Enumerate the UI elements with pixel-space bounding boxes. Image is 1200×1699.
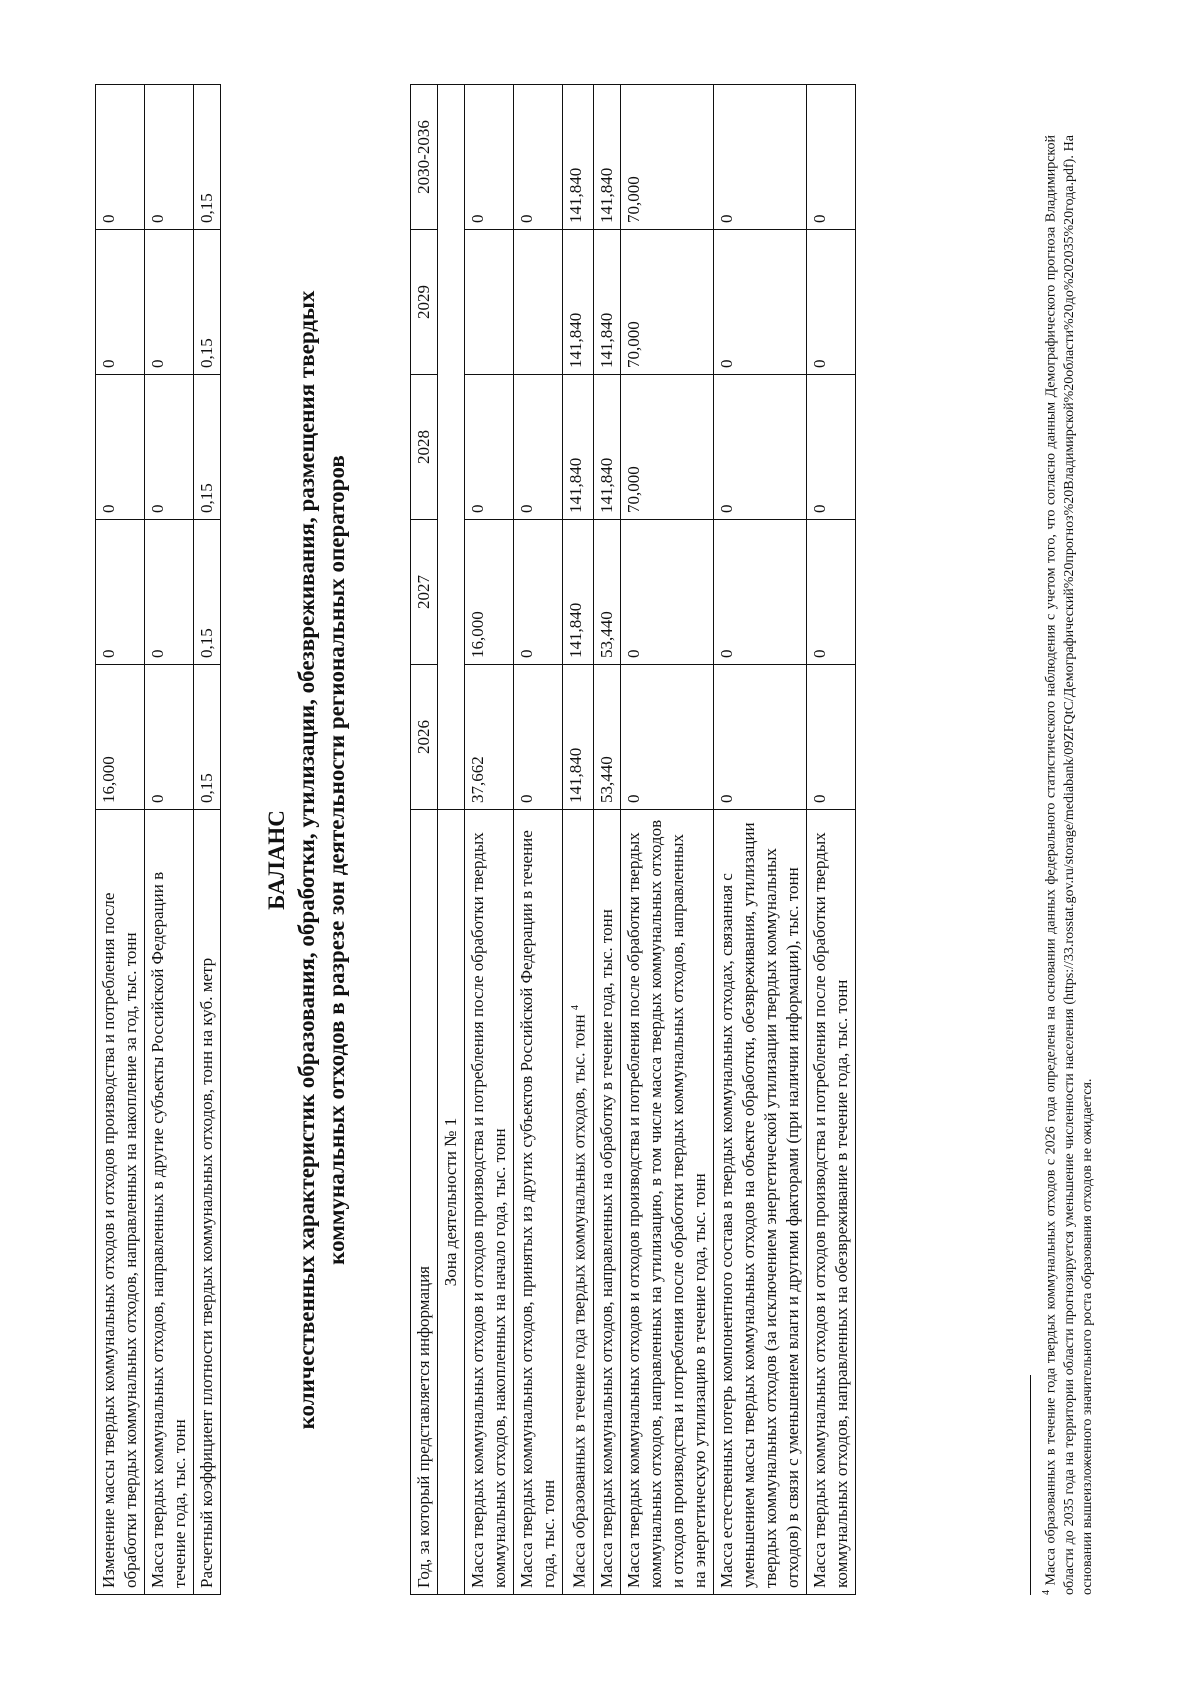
row-label <box>96 810 145 1595</box>
row-label <box>713 810 806 1595</box>
row-label-text: Масса образованных в течение года твердых коммунальных отходов, тыс. тонн <box>569 1014 589 1588</box>
value-cell: 0 <box>620 665 713 810</box>
row-label <box>620 810 713 1595</box>
page-title <box>262 80 352 1640</box>
value-cell: 0 <box>620 520 713 665</box>
row-label <box>806 810 855 1595</box>
balance-table-row <box>514 85 563 1595</box>
value-cell <box>465 230 514 375</box>
row-label-text: Масса твердых коммунальных отходов, направленных на обработку в течение года, тыс. тонн <box>596 909 616 1588</box>
balance-table-row <box>563 85 594 1595</box>
title-line-1: БАЛАНС <box>264 810 289 910</box>
row-label <box>563 810 594 1595</box>
footnote-divider <box>1030 1375 1031 1595</box>
value-cell: 141,840 <box>593 375 620 520</box>
value-cell: 141,840 <box>563 85 594 230</box>
value-cell: 141,840 <box>563 230 594 375</box>
footnote-marker: 4 <box>1041 1590 1052 1595</box>
balance-table-row <box>620 85 713 1595</box>
value-cell: 0,15 <box>194 665 221 810</box>
value-cell: 0 <box>145 85 194 230</box>
value-cell: 141,840 <box>563 375 594 520</box>
value-cell: 0 <box>806 230 855 375</box>
value-cell: 37,662 <box>465 665 514 810</box>
top-table-row <box>145 85 194 1595</box>
value-cell: 0 <box>806 665 855 810</box>
value-cell: 141,840 <box>563 520 594 665</box>
value-cell: 53,440 <box>593 665 620 810</box>
value-cell: 0 <box>145 230 194 375</box>
balance-table-row <box>465 85 514 1595</box>
row-label-text: Масса твердых коммунальных отходов, принятых из других субъектов Российской Федерации в течение года, тыс. тонн <box>517 830 558 1588</box>
zone-row <box>438 85 465 1595</box>
value-cell: 0,15 <box>194 230 221 375</box>
value-cell: 16,000 <box>465 520 514 665</box>
row-label <box>514 810 563 1595</box>
value-cell: 0 <box>465 375 514 520</box>
balance-table-row <box>593 85 620 1595</box>
row-label <box>145 810 194 1595</box>
value-cell: 0 <box>96 85 145 230</box>
value-cell: 70,000 <box>620 230 713 375</box>
value-cell: 0 <box>465 85 514 230</box>
value-cell: 0 <box>713 665 806 810</box>
balance-table <box>410 84 856 1595</box>
top-table-row <box>194 85 221 1595</box>
value-cell: 70,000 <box>620 375 713 520</box>
value-cell: 0 <box>713 230 806 375</box>
value-cell: 141,840 <box>593 230 620 375</box>
footnote-text: Масса образованных в течение года твердых коммунальных отходов с 2026 года определена на основании данных федерального статистического наблюдения с учетом того, что согласно данным Демографического прогноза Владимирской области до 2035 года на территории области прогнозируется уменьшение численности населения (https://33.rosstat.gov.ru/storage/mediabank/09ZFQtC/Демографический%20прогноз%20Владимирской%20области%20до%202035%20года.pdf). На основании вышеизложенного значительного роста образования отходов не ожидается. <box>1043 134 1095 1595</box>
top-table <box>95 84 221 1595</box>
year-cell: 2027 <box>411 520 438 665</box>
top-table-row <box>96 85 145 1595</box>
value-cell: 0 <box>145 375 194 520</box>
value-cell: 53,440 <box>593 520 620 665</box>
value-cell: 0 <box>514 375 563 520</box>
zone-empty-cell <box>438 85 465 810</box>
value-cell: 16,000 <box>96 665 145 810</box>
year-cell: 2029 <box>411 230 438 375</box>
zone-label: Зона деятельности № 1 <box>438 810 465 1595</box>
value-cell: 70,000 <box>620 85 713 230</box>
year-header-row <box>411 85 438 1595</box>
value-cell: 0 <box>806 375 855 520</box>
value-cell: 0 <box>713 520 806 665</box>
row-label-text: Расчетный коэффициент плотности твердых коммунальных отходов, тонн на куб. метр <box>197 957 216 1588</box>
value-cell: 0 <box>806 520 855 665</box>
value-cell: 0,15 <box>194 520 221 665</box>
value-cell: 141,840 <box>593 85 620 230</box>
value-cell: 0 <box>96 230 145 375</box>
title-line-2: количественных характеристик образования, обработки, утилизации, обезвреживания, размещения твердых <box>294 290 319 1430</box>
title-line-3: коммунальных отходов в разрезе зон деятельности региональных операторов <box>324 455 349 1265</box>
rotated-page <box>40 80 1180 1640</box>
footnote <box>1038 135 1097 1595</box>
row-label-text: Масса твердых коммунальных отходов и отходов производства и потребления после обработки твердых коммунальных отходов, направленных на утилизацию, в том числе масса твердых коммунальных отходов и отходов производства и потребления после обработки твердых коммунальных отходов, направленных на энергетическую утилизацию в течение года, тыс. тонн <box>623 819 709 1588</box>
value-cell: 0 <box>514 85 563 230</box>
value-cell: 0 <box>514 520 563 665</box>
value-cell: 0 <box>96 375 145 520</box>
value-cell: 0,15 <box>194 375 221 520</box>
value-cell: 0 <box>514 665 563 810</box>
value-cell: 0 <box>806 85 855 230</box>
value-cell: 0 <box>145 520 194 665</box>
value-cell: 0 <box>713 85 806 230</box>
row-label-text: Масса твердых коммунальных отходов, направленных в другие субъекты Российской Федерации в течение года, тыс. тонн <box>148 871 189 1588</box>
row-label <box>593 810 620 1595</box>
row-label-text: Масса естественных потерь компонентного состава в твердых коммунальных отходах, связанная с уменьшением массы твердых коммунальных отходов на объекте обработки, обезвреживания, утилизации твердых коммунальных отходов (за исключением энергетической утилизации твердых коммунальных отходов) в связи с уменьшением влаги и другими факторами (при наличии информации), тыс. тонн <box>716 822 802 1588</box>
balance-table-row <box>713 85 806 1595</box>
value-cell: 0,15 <box>194 85 221 230</box>
row-label-text: Изменение массы твердых коммунальных отходов и отходов производства и потребления после обработки твердых коммунальных отходов, направленных на накопление за год, тыс. тонн <box>99 892 140 1588</box>
value-cell <box>514 230 563 375</box>
value-cell: 0 <box>96 520 145 665</box>
year-header-label: Год, за который представляется информация <box>411 810 438 1595</box>
value-cell: 141,840 <box>563 665 594 810</box>
row-label-text: Масса твердых коммунальных отходов и отходов производства и потребления после обработки твердых коммунальных отходов, направленных на обезвреживание в течение года, тыс. тонн <box>809 832 851 1588</box>
footnote-ref: 4 <box>570 1005 581 1011</box>
row-label-text: Масса твердых коммунальных отходов и отходов производства и потребления после обработки твердых коммунальных отходов, накопленных на начало года, тыс. тонн <box>468 832 509 1588</box>
row-label <box>194 810 221 1595</box>
balance-table-row <box>806 85 855 1595</box>
year-cell: 2026 <box>411 665 438 810</box>
row-label <box>465 810 514 1595</box>
value-cell: 0 <box>145 665 194 810</box>
year-cell: 2028 <box>411 375 438 520</box>
value-cell: 0 <box>713 375 806 520</box>
year-cell: 2030-2036 <box>411 85 438 230</box>
